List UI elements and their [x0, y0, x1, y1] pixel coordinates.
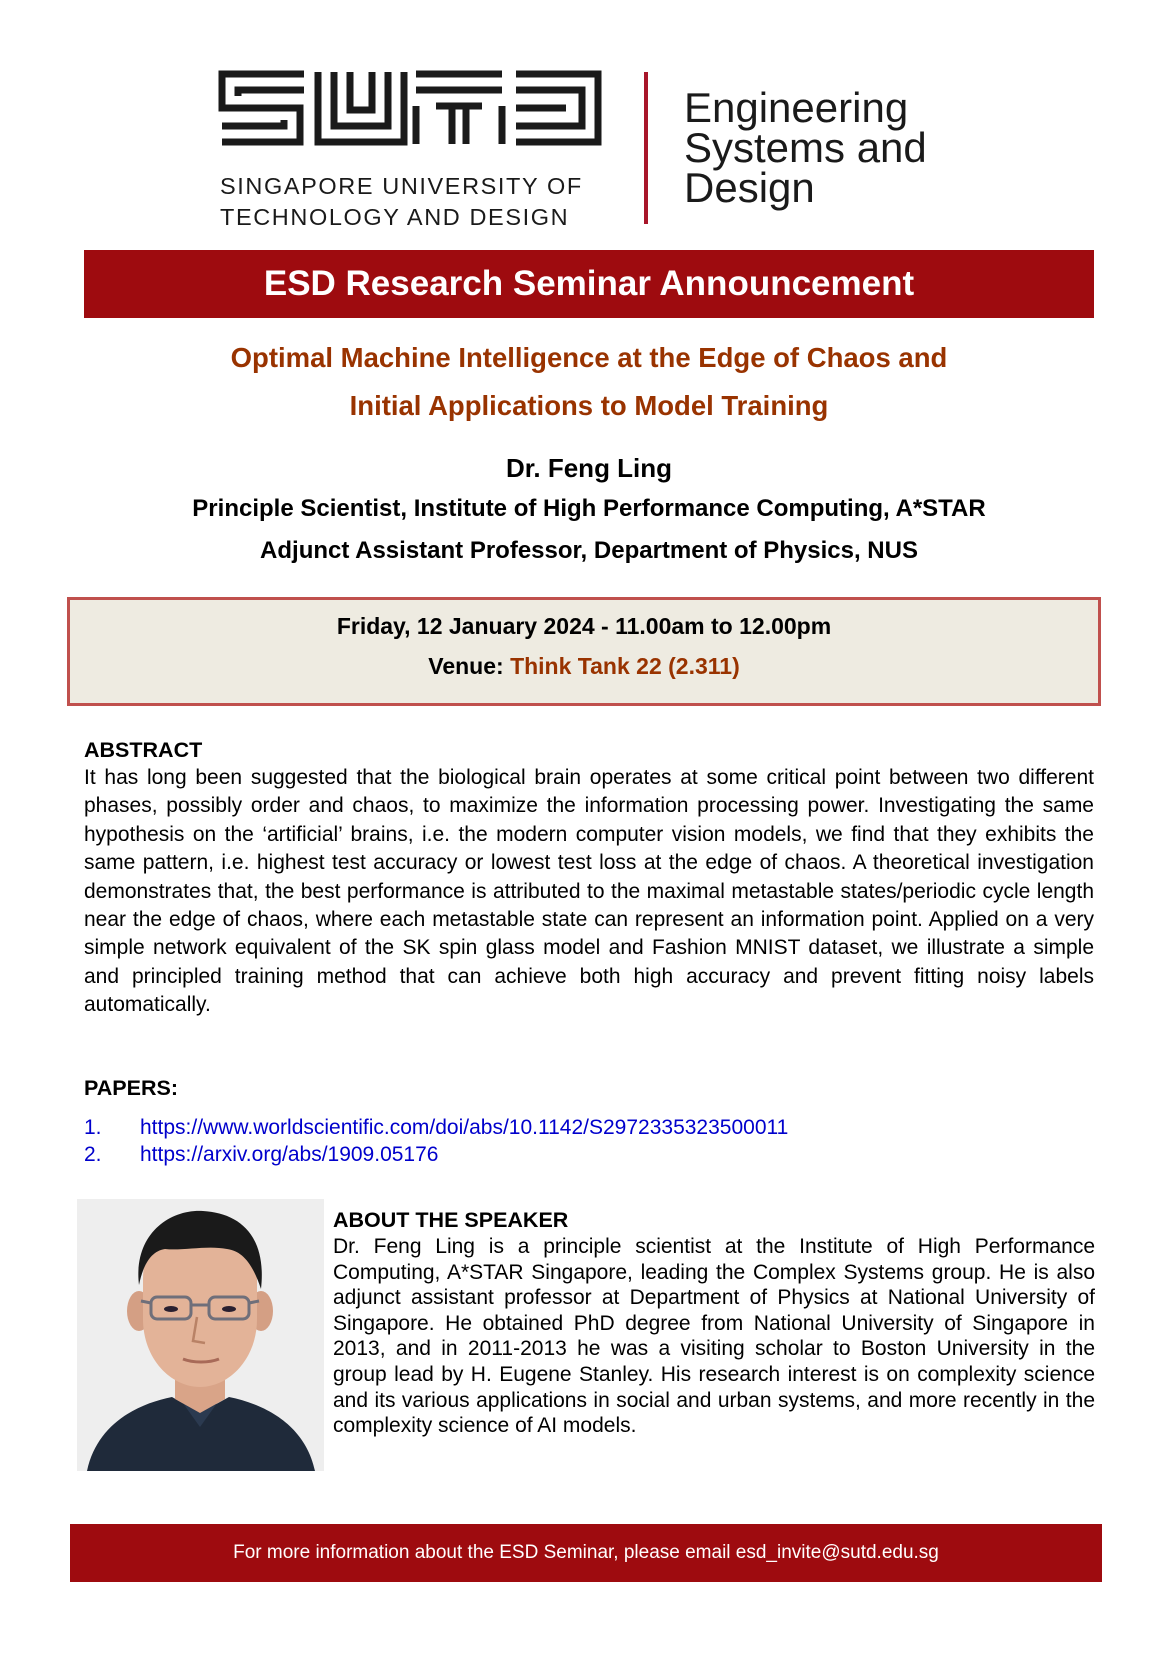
speaker-role-1: Principle Scientist, Institute of High Performance Computing, A*STAR: [192, 495, 986, 522]
department-name: [684, 84, 927, 211]
list-item: [84, 1141, 1094, 1168]
abstract-body: It has long been suggested that the biological brain operates at some critical point between two different phases, possibly order and chaos, to maximize the information processing power. Investigating the same hypothesis on the ‘artificial’ brains, i.e. the modern computer vision models, we find that they exhibits the same pattern, i.e. highest test accuracy or lowest test loss at the edge of chaos. A theoretical investigation demonstrates that, the best performance is attributed to the maximal metastable states/periodic cycle length near the edge of chaos, where each metastable state can represent an information point. Applied on a very simple network equivalent of the SK spin glass model and Fashion MNIST dataset, we illustrate a simple and principled training method that can achieve both high accuracy and prevent fitting noisy labels automatically.: [84, 766, 1094, 1017]
department-line1: Engineering: [684, 84, 909, 131]
department-line3: Design: [684, 164, 815, 211]
university-logo: [218, 70, 608, 230]
venue-value: Think Tank 22 (2.311): [510, 653, 740, 679]
speaker-role-2: Adjunct Assistant Professor, Department of Physics, NUS: [260, 537, 918, 564]
list-item: [84, 1114, 1094, 1141]
abstract-section: [84, 736, 1094, 1020]
paper-number: 2.: [84, 1143, 102, 1166]
university-name-line2: TECHNOLOGY AND DESIGN: [220, 204, 570, 230]
department-line2: Systems and: [684, 124, 927, 171]
sutd-maze-logo-icon: [218, 70, 602, 146]
speaker-block: [84, 448, 1094, 572]
speaker-portrait-image: [77, 1199, 324, 1471]
event-info-box: [67, 597, 1101, 706]
about-speaker-section: [333, 1206, 1095, 1439]
speaker-photo: [77, 1199, 324, 1471]
talk-title: [84, 334, 1094, 430]
talk-title-line2: Initial Applications to Model Training: [349, 390, 829, 421]
abstract-heading: ABSTRACT: [84, 738, 203, 762]
announcement-banner: [84, 250, 1094, 318]
paper-number: 1.: [84, 1116, 102, 1139]
about-body: Dr. Feng Ling is a principle scientist at the Institute of High Performance Computing, A*STAR Singapore, leading the Complex Systems group. He is also adjunct assistant professor at Department of Physics at National University of Singapore. He obtained PhD degree from National University of Singapore in 2013, and in 2011-2013 he was a visiting scholar to Boston University in the group lead by H. Eugene Stanley. His research interest is on complexity science and its various applications in social and urban systems, and more recently in the complexity science of AI models.: [333, 1235, 1095, 1438]
banner-title: ESD Research Seminar Announcement: [263, 264, 915, 303]
venue-label: Venue:: [428, 653, 511, 679]
paper-link-2[interactable]: https://arxiv.org/abs/1909.05176: [140, 1143, 439, 1166]
university-name-line1: SINGAPORE UNIVERSITY OF: [220, 173, 583, 199]
papers-section: [84, 1074, 1094, 1168]
event-datetime: Friday, 12 January 2024 - 11.00am to 12.00pm: [336, 613, 832, 639]
footer-banner: [70, 1524, 1102, 1582]
about-heading: ABOUT THE SPEAKER: [333, 1208, 569, 1232]
talk-title-line1: Optimal Machine Intelligence at the Edge of Chaos and: [230, 342, 948, 373]
university-name: [220, 171, 583, 233]
logo-divider: [644, 72, 648, 224]
papers-heading: PAPERS:: [84, 1076, 178, 1100]
paper-link-1[interactable]: https://www.worldscientific.com/doi/abs/10.1142/S2972335323500011: [140, 1116, 789, 1139]
footer-contact-text: For more information about the ESD Seminar, please email esd_invite@sutd.edu.sg: [233, 1542, 939, 1563]
paper-list: [84, 1114, 1094, 1168]
event-venue: [70, 650, 1098, 682]
speaker-name: Dr. Feng Ling: [505, 453, 673, 483]
